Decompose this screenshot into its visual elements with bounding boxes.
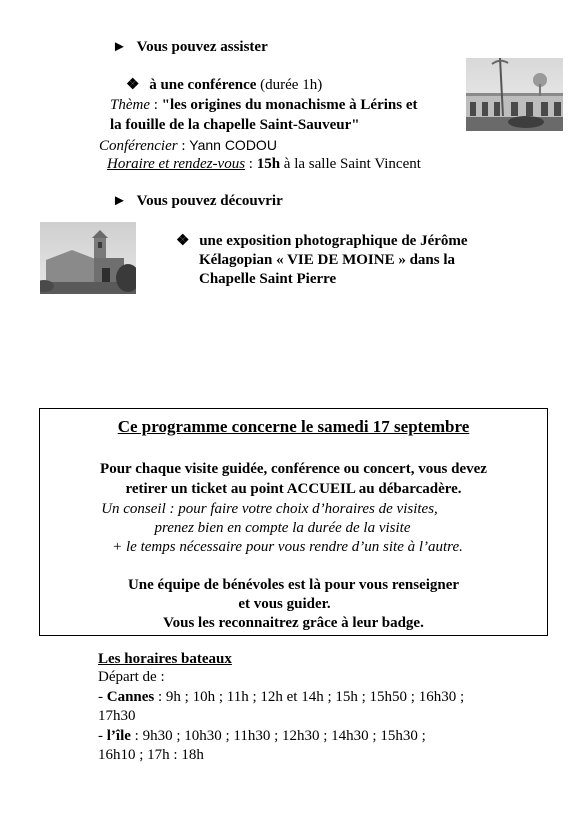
cannes-times-line-1: - Cannes : 9h ; 10h ; 11h ; 12h et 14h ; 15h ; 15h50 ; 16h30 ; (98, 689, 465, 705)
program-title: Ce programme concerne le samedi 17 septembre (117, 417, 470, 436)
heading-decouvrir: ► Vous pouvez découvrir (112, 193, 283, 209)
advice-line-1: Un conseil : pour faire votre choix d’horaires de visites, (101, 501, 438, 517)
exposition-item: ❖ une exposition photographique de Jérôme (176, 233, 468, 249)
theme-line-1: Thème : "les origines du monachisme à Lérins et (110, 97, 418, 113)
conference-label: à une conférence (149, 77, 257, 93)
diamond-bullet-icon: ❖ (176, 233, 190, 249)
team-line-2: et vous guider. (238, 596, 331, 612)
cloister-photo (466, 58, 563, 131)
team-line-3: Vous les reconnaitrez grâce à leur badge. (163, 615, 424, 631)
conference-item (126, 76, 322, 95)
cannes-times-line-2: 17h30 (98, 708, 136, 724)
theme-line-2: la fouille de la chapelle Saint-Sauveur" (110, 117, 360, 133)
schedule-line: Horaire et rendez-vous : 15h à la salle Saint Vincent (107, 156, 421, 172)
depart-label: Départ de : (98, 669, 165, 685)
team-line-1: Une équipe de bénévoles est là pour vous renseigner (127, 577, 460, 593)
chapel-photo (40, 222, 136, 294)
speaker-line: Conférencier : Yann CODOU (99, 137, 277, 154)
diamond-bullet-icon: ❖ (126, 77, 140, 93)
arrow-right-icon: ► (112, 193, 127, 209)
boats-title: Les horaires bateaux (98, 651, 232, 667)
ile-times-line-2: 16h10 ; 17h : 18h (98, 747, 204, 763)
conference-duration: (durée 1h) (260, 77, 323, 93)
exposition-line-3: Chapelle Saint Pierre (199, 271, 337, 287)
ticket-line-2: retirer un ticket au point ACCUEIL au débarcadère. (125, 481, 462, 497)
advice-line-3: + le temps nécessaire pour vous rendre d’un site à l’autre. (112, 539, 463, 555)
exposition-line-2: Kélagopian « VIE DE MOINE » dans la (199, 252, 456, 268)
advice-line-2: prenez bien en compte la durée de la visite (154, 520, 411, 536)
speaker-name: Yann CODOU (189, 137, 277, 153)
heading-assister: ► Vous pouvez assister (112, 39, 268, 55)
program-box (39, 408, 548, 636)
ile-times-line-1: - l’île : 9h30 ; 10h30 ; 11h30 ; 12h30 ; 14h30 ; 15h30 ; (98, 728, 426, 744)
arrow-right-icon: ► (112, 39, 127, 55)
ticket-line-1: Pour chaque visite guidée, conférence ou concert, vous devez (100, 461, 487, 477)
